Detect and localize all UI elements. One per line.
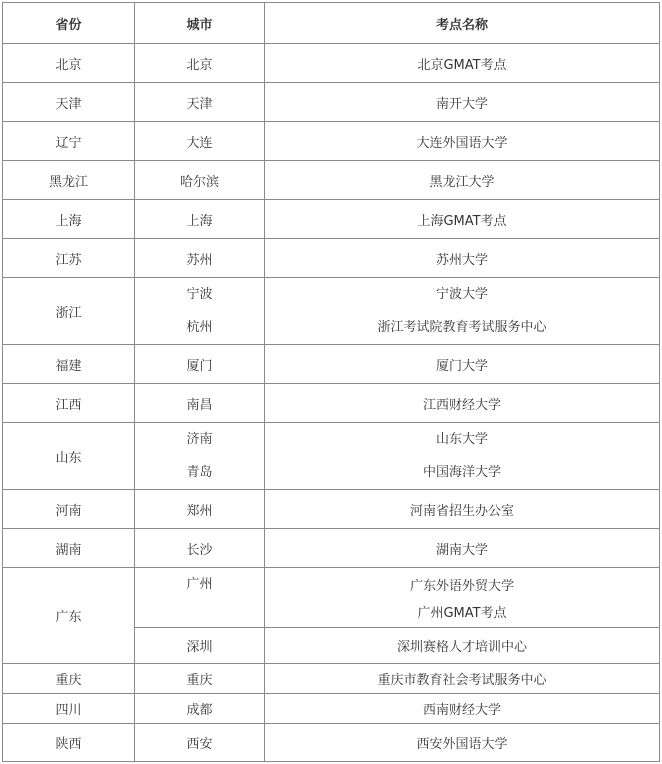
site-line: 中国海洋大学 (422, 465, 501, 480)
province-cell: 辽宁 (3, 122, 135, 161)
table-row (3, 423, 660, 490)
site-cell (265, 423, 660, 490)
province-cell: 江苏 (3, 239, 135, 278)
city-cell: 厦门 (135, 345, 265, 384)
city-cell: 哈尔滨 (135, 161, 265, 200)
site-cell: 西南财经大学 (265, 694, 660, 724)
province-cell: 陕西 (3, 724, 135, 762)
province-cell: 湖南 (3, 529, 135, 568)
city-line: 杭州 (186, 320, 213, 335)
city-cell (135, 278, 265, 345)
site-cell: 河南省招生办公室 (265, 490, 660, 529)
table-row (3, 529, 660, 568)
city-cell: 广州 (135, 568, 265, 628)
city-cell: 成都 (135, 694, 265, 724)
province-cell: 黑龙江 (3, 161, 135, 200)
site-cell: 大连外国语大学 (265, 122, 660, 161)
city-cell: 深圳 (135, 628, 265, 664)
site-cell: 湖南大学 (265, 529, 660, 568)
city-line: 宁波 (186, 287, 213, 302)
city-cell: 苏州 (135, 239, 265, 278)
city-cell: 上海 (135, 200, 265, 239)
site-line: 山东大学 (435, 432, 488, 447)
province-cell: 河南 (3, 490, 135, 529)
province-cell: 山东 (3, 423, 135, 490)
table-row (3, 724, 660, 762)
site-line: 宁波大学 (435, 287, 488, 302)
city-cell: 西安 (135, 724, 265, 762)
table-row (3, 44, 660, 83)
header-province: 省份 (3, 3, 135, 44)
table-row (3, 278, 660, 345)
table-header-row (3, 3, 660, 44)
province-cell: 浙江 (3, 278, 135, 345)
site-cell: 厦门大学 (265, 345, 660, 384)
table-row (3, 345, 660, 384)
table-row (3, 490, 660, 529)
table-row (3, 568, 660, 628)
province-cell: 北京 (3, 44, 135, 83)
site-cell (265, 568, 660, 628)
site-cell: 深圳赛格人才培训中心 (265, 628, 660, 664)
site-cell (265, 278, 660, 345)
header-site: 考点名称 (265, 3, 660, 44)
table-row (3, 83, 660, 122)
site-line: 广州GMAT考点 (417, 606, 507, 621)
city-cell: 天津 (135, 83, 265, 122)
table-row (3, 161, 660, 200)
province-cell: 上海 (3, 200, 135, 239)
site-cell: 重庆市教育社会考试服务中心 (265, 664, 660, 694)
table-row (3, 200, 660, 239)
site-cell: 江西财经大学 (265, 384, 660, 423)
city-cell: 长沙 (135, 529, 265, 568)
site-line: 广东外语外贸大学 (409, 579, 514, 594)
site-line: 浙江考试院教育考试服务中心 (377, 320, 547, 335)
table-row (3, 122, 660, 161)
city-cell: 南昌 (135, 384, 265, 423)
table-row (3, 384, 660, 423)
header-city: 城市 (135, 3, 265, 44)
site-cell: 上海GMAT考点 (265, 200, 660, 239)
province-cell: 重庆 (3, 664, 135, 694)
province-cell: 天津 (3, 83, 135, 122)
city-cell: 北京 (135, 44, 265, 83)
site-cell: 南开大学 (265, 83, 660, 122)
table-row (3, 694, 660, 724)
city-cell: 郑州 (135, 490, 265, 529)
site-cell: 苏州大学 (265, 239, 660, 278)
site-cell: 西安外国语大学 (265, 724, 660, 762)
site-cell: 黑龙江大学 (265, 161, 660, 200)
city-line: 青岛 (186, 465, 213, 480)
province-cell: 江西 (3, 384, 135, 423)
province-cell: 四川 (3, 694, 135, 724)
table-row (3, 664, 660, 694)
city-line: 济南 (186, 432, 213, 447)
site-cell: 北京GMAT考点 (265, 44, 660, 83)
city-cell: 重庆 (135, 664, 265, 694)
province-cell: 广东 (3, 568, 135, 664)
exam-site-table (2, 2, 660, 762)
city-cell (135, 423, 265, 490)
table-row (3, 239, 660, 278)
province-cell: 福建 (3, 345, 135, 384)
city-cell: 大连 (135, 122, 265, 161)
